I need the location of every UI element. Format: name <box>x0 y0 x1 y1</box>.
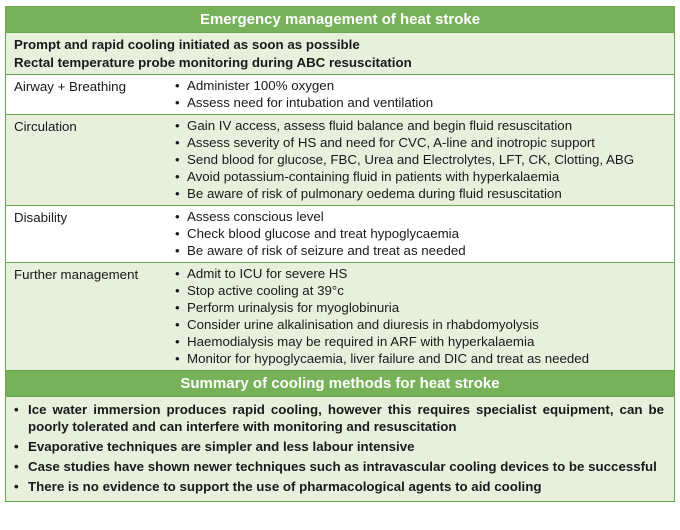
list-item: • Avoid potassium-containing fluid in patients with hyperkalaemia <box>175 168 634 185</box>
row-label: Airway + Breathing <box>14 79 126 94</box>
row-disability <box>6 205 674 262</box>
summary-item: • Case studies have shown newer techniques such as intravascular cooling devices to be successful <box>14 458 664 475</box>
summary-item: • Ice water immersion produces rapid cooling, however this requires specialist equipment, can be poorly tolerated and can interfere with monitoring and resuscitation <box>14 401 664 435</box>
row-airway-breathing <box>6 74 674 114</box>
summary-list <box>6 397 674 501</box>
summary-item: • There is no evidence to support the use of pharmacological agents to aid cooling <box>14 478 664 495</box>
list-item: • Assess severity of HS and need for CVC, A-line and inotropic support <box>175 134 634 151</box>
summary-title: Summary of cooling methods for heat stroke <box>6 370 674 397</box>
list-item: • Administer 100% oxygen <box>175 77 433 94</box>
list-item: • Gain IV access, assess fluid balance and begin fluid resuscitation <box>175 117 634 134</box>
list-item: • Stop active cooling at 39°c <box>175 282 589 299</box>
list-item: • Haemodialysis may be required in ARF with hyperkalaemia <box>175 333 589 350</box>
list-item: • Perform urinalysis for myoglobinuria <box>175 299 589 316</box>
summary-item: • Evaporative techniques are simpler and less labour intensive <box>14 438 664 455</box>
list-item: • Check blood glucose and treat hypoglycaemia <box>175 225 466 242</box>
row-label: Further management <box>14 267 139 282</box>
list-item: • Be aware of risk of pulmonary oedema during fluid resuscitation <box>175 185 634 202</box>
list-item: • Be aware of risk of seizure and treat as needed <box>175 242 466 259</box>
list-item: • Consider urine alkalinisation and diuresis in rhabdomyolysis <box>175 316 589 333</box>
intro-line: Rectal temperature probe monitoring during ABC resuscitation <box>14 55 412 70</box>
row-circulation <box>6 114 674 205</box>
intro-line: Prompt and rapid cooling initiated as soon as possible <box>14 37 360 52</box>
intro-block <box>6 32 674 74</box>
list-item: • Admit to ICU for severe HS <box>175 265 589 282</box>
item-list <box>161 263 589 370</box>
item-list <box>161 206 466 262</box>
list-item: • Assess need for intubation and ventilation <box>175 94 433 111</box>
row-label: Disability <box>14 210 68 225</box>
list-item: • Assess conscious level <box>175 208 466 225</box>
item-list <box>161 75 433 114</box>
main-title: Emergency management of heat stroke <box>6 7 674 32</box>
row-label: Circulation <box>14 119 77 134</box>
heat-stroke-table <box>5 6 675 502</box>
list-item: • Monitor for hypoglycaemia, liver failure and DIC and treat as needed <box>175 350 589 367</box>
list-item: • Send blood for glucose, FBC, Urea and Electrolytes, LFT, CK, Clotting, ABG <box>175 151 634 168</box>
row-further-management <box>6 262 674 370</box>
item-list <box>161 115 634 205</box>
